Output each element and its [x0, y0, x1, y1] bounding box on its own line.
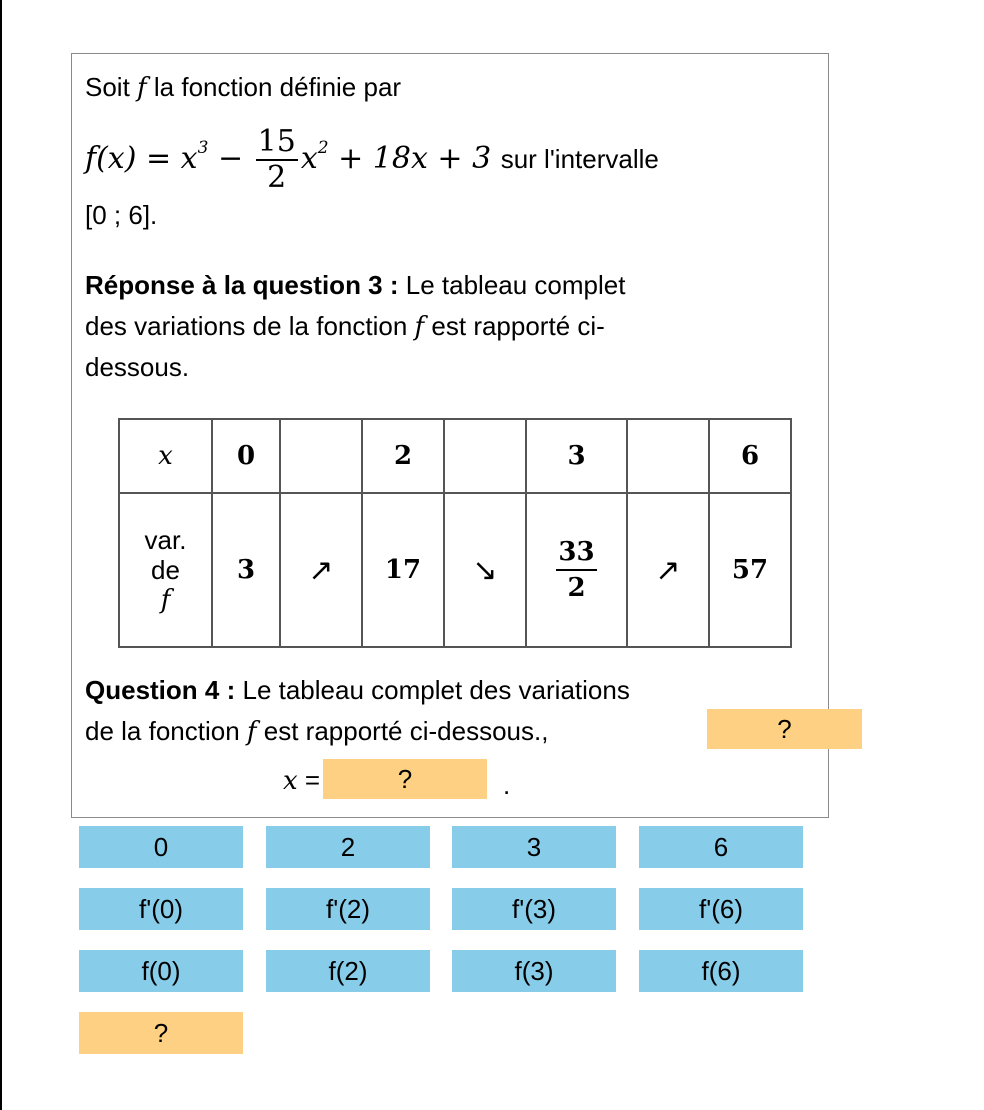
formula-lhs: f(x) = x [85, 141, 198, 176]
choice-f-6[interactable]: f(6) [639, 950, 803, 992]
x-label: x [283, 766, 298, 796]
f3-numerator: 33 [556, 535, 596, 571]
x-value-0: 0 [212, 419, 280, 493]
question4-line2-a: de la fonction [85, 716, 240, 746]
f-value-at-3-fraction [556, 535, 596, 605]
intro-rest: la fonction définie par [153, 72, 402, 102]
intro-text: Soit [85, 72, 130, 102]
x-value-6: 6 [709, 419, 791, 493]
f-value-at-6: 57 [709, 493, 791, 647]
f-value-at-0: 3 [212, 493, 280, 647]
problem-intro-line [85, 70, 401, 105]
answer3-line1 [85, 268, 625, 302]
x-header: x [119, 419, 212, 493]
fraction-numerator: 15 [257, 124, 296, 159]
row-label-de: de [151, 555, 180, 585]
answer3-line2-b: est rapporté ci- [431, 311, 605, 341]
question4-f: f [246, 717, 257, 747]
fraction-denominator: 2 [267, 160, 287, 195]
increasing-arrow-icon: ↗ [280, 493, 362, 647]
question4-line2 [85, 714, 548, 749]
variation-table [118, 418, 792, 648]
table-row-x [119, 419, 791, 493]
answer3-line2-a: des variations de la fonction [85, 311, 408, 341]
x-empty-2 [444, 419, 526, 493]
answer3-line2 [85, 309, 605, 344]
question4-line1-rest: Le tableau complet des variations [242, 675, 630, 705]
increasing-arrow-icon-2: ↗ [627, 493, 709, 647]
choice-2[interactable]: 2 [266, 826, 430, 868]
variations-header [119, 493, 212, 647]
choice-unknown[interactable]: ? [79, 1012, 243, 1054]
formula-fraction [256, 125, 298, 195]
answer3-label: Réponse à la question 3 : [85, 270, 399, 300]
decreasing-arrow-icon: ↘ [444, 493, 526, 647]
answer-blank-2[interactable]: ? [323, 759, 487, 799]
choice-f-2[interactable]: f(2) [266, 950, 430, 992]
intro-f: f [137, 73, 147, 103]
answer3-f: f [414, 312, 425, 342]
question4-line2-b: est rapporté ci-dessous., [263, 716, 549, 746]
choice-fprime-3[interactable]: f'(3) [452, 888, 616, 930]
choice-fprime-2[interactable]: f'(2) [266, 888, 430, 930]
x-empty-3 [627, 419, 709, 493]
f3-denominator: 2 [567, 573, 586, 603]
choice-6[interactable]: 6 [639, 826, 803, 868]
f-value-at-3 [526, 493, 627, 647]
interval-text: sur l'intervalle [500, 144, 659, 174]
formula-rest: + 18x + 3 [338, 141, 492, 176]
row-label-f: f [160, 585, 171, 615]
formula-line [85, 111, 659, 193]
choice-f-0[interactable]: f(0) [79, 950, 243, 992]
x-value-3: 3 [526, 419, 627, 493]
question4-line1 [85, 673, 630, 707]
question4-label: Question 4 : [85, 675, 236, 705]
choice-fprime-0[interactable]: f'(0) [79, 888, 243, 930]
interval-value: [0 ; 6]. [85, 200, 158, 230]
choice-f-3[interactable]: f(3) [452, 950, 616, 992]
answer-blank-1[interactable]: ? [707, 709, 862, 749]
period: . [503, 770, 511, 800]
choice-fprime-6[interactable]: f'(6) [639, 888, 803, 930]
answer3-line3: dessous. [85, 352, 190, 382]
formula-x2: x [300, 141, 318, 176]
formula-pow2: 2 [317, 138, 329, 158]
left-border [0, 0, 2, 1110]
formula [85, 124, 501, 195]
f-value-at-2: 17 [362, 493, 444, 647]
choice-3[interactable]: 3 [452, 826, 616, 868]
x-equals-line [283, 763, 320, 798]
choice-0[interactable]: 0 [79, 826, 243, 868]
row-label-var: var. [144, 525, 187, 555]
equals-sign: = [304, 765, 321, 795]
formula-minus: − [217, 141, 244, 176]
answer3-line1-rest: Le tableau complet [405, 270, 626, 300]
formula-pow3: 3 [197, 138, 209, 158]
table-row-variations [119, 493, 791, 647]
x-empty-1 [280, 419, 362, 493]
x-value-2: 2 [362, 419, 444, 493]
